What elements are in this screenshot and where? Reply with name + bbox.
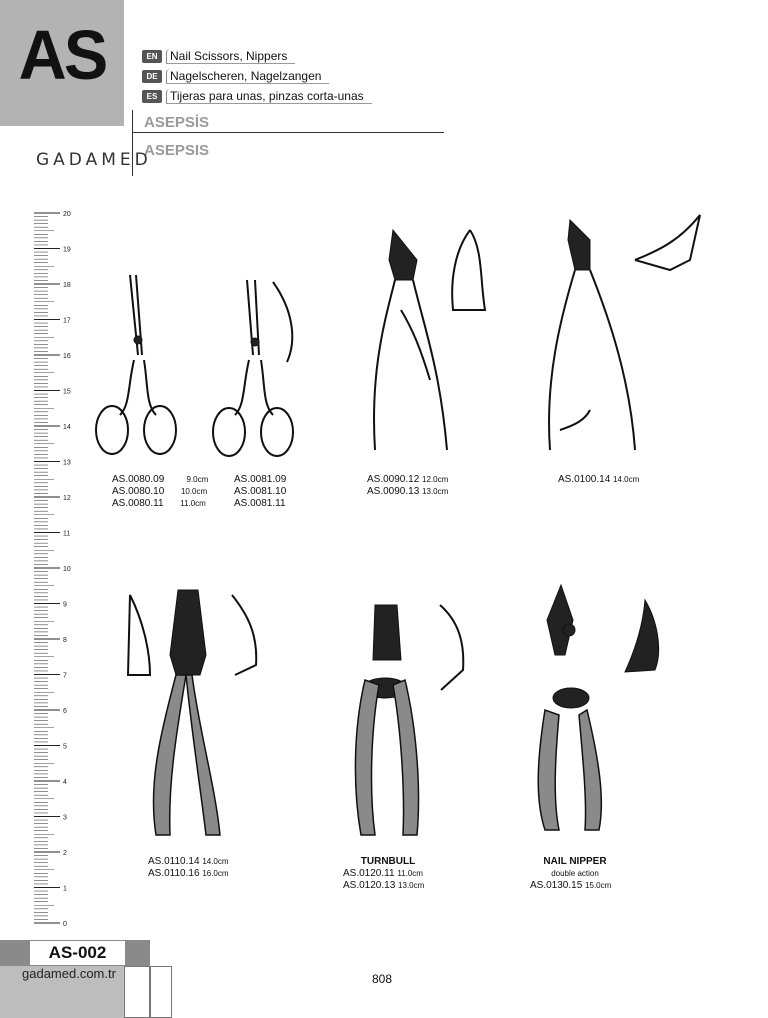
product-codes-as-0100 [558,474,639,486]
product-size: 16.0cm [202,869,229,878]
footer-square [124,966,150,1018]
product-code: AS.0090.13 [367,486,420,497]
brand-tr: ASEPSİS [144,114,210,131]
product-code: AS.0090.12 [367,474,420,485]
ruler-ticks [34,211,71,928]
product-codes-as-0081 [234,474,286,510]
nail-scissors-curved-image [205,270,315,465]
lang-row-de [142,68,329,84]
ruler-label: 5 [63,743,67,751]
ruler-label: 6 [63,708,67,715]
section-code: AS [18,16,106,94]
product-code: AS.0080.09 [112,474,165,485]
lang-row-es [142,88,372,104]
ruler-label: 19 [63,246,71,254]
nail-scissors-straight-image [90,265,190,465]
product-code: AS.0081.11 [234,498,286,509]
product-size: 14.0cm [202,857,229,866]
product-codes-as-0110 [148,856,229,880]
brand-en: ASEPSIS [144,142,210,159]
double-action-nail-nipper-image [525,580,675,840]
product-code: AS.0080.10 [112,486,165,497]
lang-text: Nagelscheren, Nagelzangen [166,69,329,84]
ruler-label: 18 [63,282,71,289]
product-codes-as-0130 [530,856,620,892]
product-code: AS.0120.13 [343,880,396,891]
ruler-label: 1 [63,885,67,893]
page-number: 808 [372,972,393,986]
product-size: 13.0cm [422,487,449,496]
product-line [112,498,208,510]
product-codes-as-0090 [367,474,448,498]
ruler-label: 15 [63,388,71,396]
ruler-label: 12 [63,495,71,502]
ruler-label: 13 [63,459,71,467]
ruler-label: 17 [63,317,71,325]
product-code: AS.0110.14 [148,856,200,867]
ruler-label: 2 [63,850,67,857]
ruler-label: 3 [63,814,67,822]
product-subtitle: double action [551,869,599,878]
product-code: AS.0081.09 [234,474,287,485]
website-link[interactable]: gadamed.com.tr [22,966,116,981]
footer-website-block [0,966,124,1018]
product-size: 11.0cm [180,499,206,508]
product-line [112,486,208,498]
nail-nipper-barrel-spring-image [355,220,505,460]
ruler-label: 11 [63,530,71,538]
ruler-label: 0 [63,921,67,928]
ruler-label: 8 [63,637,67,644]
product-codes-as-0120 [343,856,433,892]
nail-nipper-heavy-image [120,585,270,845]
ruler-label: 16 [63,353,71,360]
product-code: AS.0110.16 [148,868,200,879]
product-size: 13.0cm [398,881,425,890]
product-code: AS.0120.11 [343,868,395,879]
ruler-label: 4 [63,779,67,786]
catalog-code: AS-002 [30,941,125,965]
ruler-label: 20 [63,211,71,218]
product-size: 11.0cm [397,869,423,878]
ruler-label: 14 [63,424,71,431]
product-size: 10.0cm [180,487,208,496]
ruler-label: 9 [63,601,67,609]
product-codes-as-0080 [112,474,208,510]
product-size: 9.0cm [186,475,209,484]
product-size: 14.0cm [613,475,640,484]
lang-text: Nail Scissors, Nippers [166,49,295,64]
lang-tag: ES [142,90,162,103]
lang-tag: DE [142,70,162,83]
product-size: 12.0cm [422,475,449,484]
ruler-label: 10 [63,566,71,573]
turnbull-nipper-image [335,600,475,845]
product-title: NAIL NIPPER [543,856,607,867]
product-code: AS.0081.10 [234,486,287,497]
product-line [112,474,208,486]
lang-tag: EN [142,50,162,63]
lang-row-en [142,48,295,64]
ruler [34,205,74,930]
product-code: AS.0080.11 [112,498,164,509]
lang-text: Tijeras para unas, pinzas corta-unas [166,89,372,104]
product-size: 15.0cm [585,881,612,890]
product-code: AS.0130.15 [530,880,583,891]
footer-square [150,966,172,1018]
product-code: AS.0100.14 [558,474,611,485]
product-title: TURNBULL [360,856,416,867]
nail-nipper-lap-joint-image [530,210,710,460]
ruler-label: 7 [63,672,67,680]
header-divider [132,132,444,133]
company-logo: GADAMED [36,150,152,170]
